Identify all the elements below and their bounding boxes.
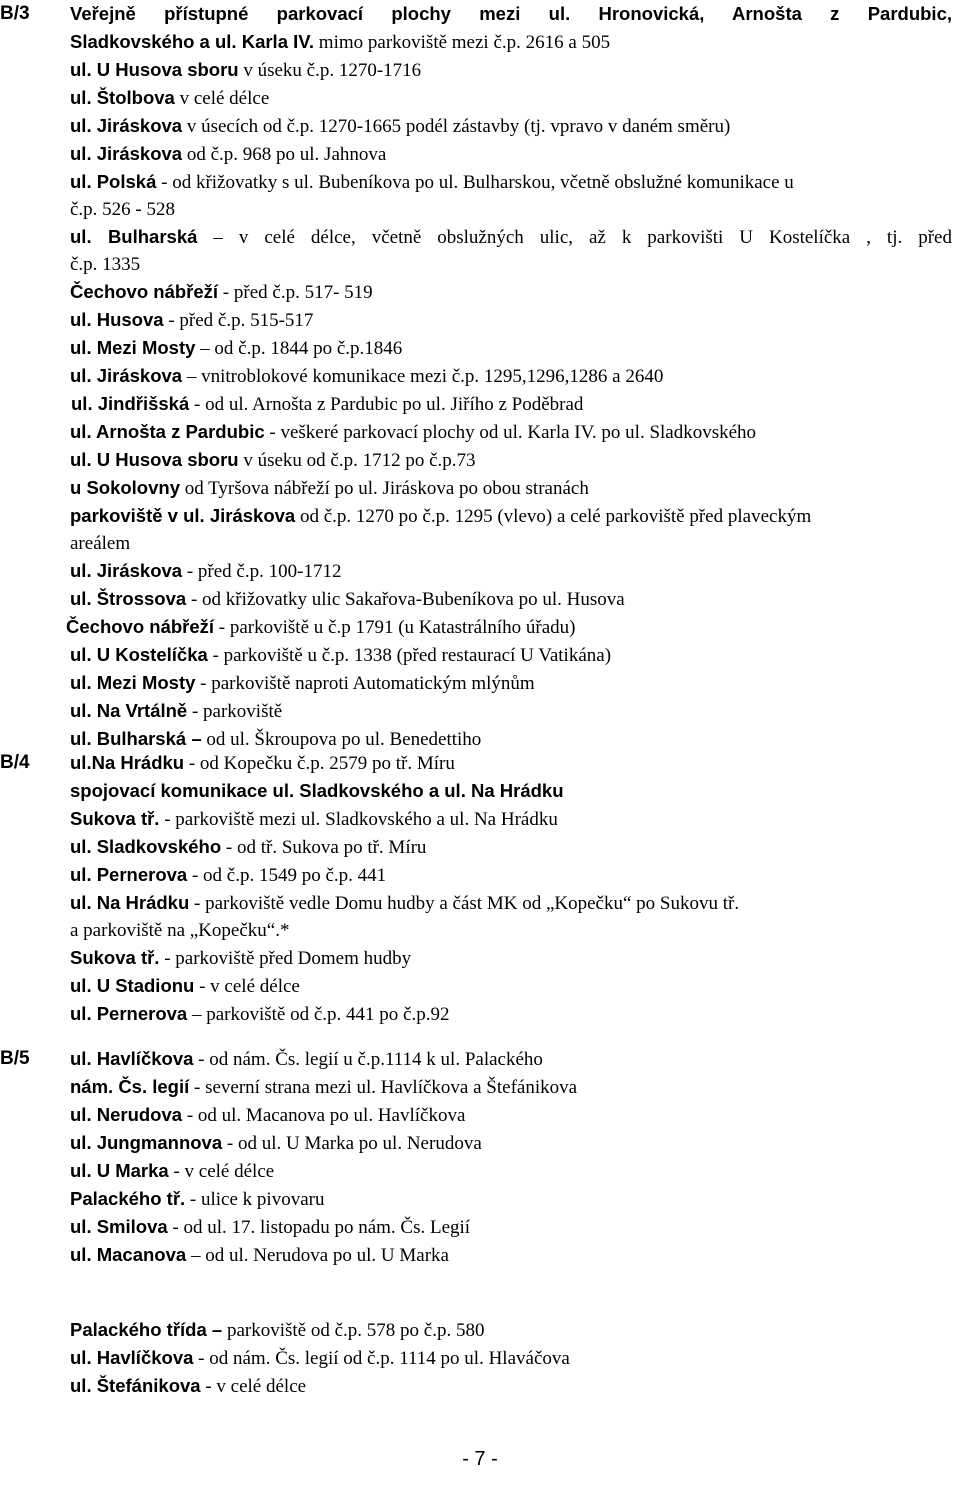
list-item <box>70 585 952 613</box>
list-item <box>70 805 952 833</box>
street-name: nám. Čs. legií <box>70 1076 190 1097</box>
street-description: od č.p. 968 po ul. Jahnova <box>182 144 387 165</box>
list-item <box>66 613 952 641</box>
street-name: ul. Štefánikova <box>70 1375 201 1396</box>
street-description: - parkoviště <box>187 701 283 722</box>
list-item <box>70 1073 952 1101</box>
street-description: v celé délce <box>174 88 270 109</box>
street-description: - od ul. Arnošta z Pardubic po ul. Jiřího z Poděbrad <box>189 394 584 415</box>
list-item <box>70 530 952 557</box>
street-name: ul. Nerudova <box>70 1104 183 1125</box>
section-b3 <box>66 0 952 753</box>
street-name: ul. Štrossova <box>70 588 187 609</box>
street-description: - veškeré parkovací plochy od ul. Karla IV. po ul. Sladkovského <box>264 422 757 443</box>
street-name: ul. Polská <box>70 171 157 192</box>
street-name: ul. Na Hrádku <box>70 892 190 913</box>
street-description: od ul. Škroupova po ul. Benedettiho <box>201 729 482 750</box>
section-code-b5: B/5 <box>0 1048 30 1069</box>
list-item <box>70 972 952 1000</box>
list-item <box>70 1101 952 1129</box>
section-code-b4: B/4 <box>0 752 30 773</box>
list-item <box>70 112 952 140</box>
street-description: č.p. 1335 <box>70 254 141 275</box>
street-name: ul. Bulharská – <box>70 728 202 749</box>
street-description: - parkoviště vedle Domu hudby a část MK od „Kopečku“ po Sukovu tř. <box>189 893 740 914</box>
list-item <box>70 1316 952 1344</box>
street-description: - od tř. Sukova po tř. Míru <box>221 837 427 858</box>
street-description: areálem <box>70 533 131 554</box>
street-description: – od č.p. 1844 po č.p.1846 <box>195 338 403 359</box>
street-name: Čechovo nábřeží <box>66 616 215 637</box>
street-name: spojovací komunikace ul. Sladkovského a ul. Na Hrádku <box>70 780 564 801</box>
street-name: ul. Na Vrtálně <box>70 700 188 721</box>
list-item <box>70 251 952 278</box>
street-name: ul. Jiráskova <box>70 560 183 581</box>
street-description: - od křižovatky ulic Sakařova-Bubeníkova po ul. Husova <box>186 589 625 610</box>
list-item <box>70 1372 952 1400</box>
street-description: v úsecích od č.p. 1270-1665 podél zástavby (tj. vpravo v daném směru) <box>182 116 731 137</box>
street-name: Palackého třída – <box>70 1319 223 1340</box>
list-item <box>70 278 952 306</box>
list-item <box>70 28 952 56</box>
street-description: - od č.p. 1549 po č.p. 441 <box>187 865 387 886</box>
street-name: Sukova tř. <box>70 947 160 968</box>
street-name: ul. Pernerova <box>70 864 188 885</box>
list-item <box>70 334 952 362</box>
street-description: – parkoviště od č.p. 441 po č.p.92 <box>187 1004 450 1025</box>
list-item <box>70 362 952 390</box>
street-description: – v celé délce, včetně obslužných ulic, až k parkovišti U Kostelíčka , tj. před <box>197 227 952 248</box>
street-name: Sladkovského a ul. Karla IV. <box>70 31 315 52</box>
list-item <box>70 749 952 777</box>
list-item <box>70 861 952 889</box>
street-description: v úseku č.p. 1270-1716 <box>238 60 422 81</box>
list-item <box>70 669 952 697</box>
list-item <box>70 306 952 334</box>
street-description: – vnitroblokové komunikace mezi č.p. 1295,1296,1286 a 2640 <box>182 366 664 387</box>
street-description: - parkoviště naproti Automatickým mlýnům <box>195 673 535 694</box>
list-item <box>70 502 952 530</box>
street-name: ul. Smilova <box>70 1216 168 1237</box>
street-description: - před č.p. 100-1712 <box>182 561 342 582</box>
street-description: – od ul. Nerudova po ul. U Marka <box>186 1245 449 1266</box>
list-item <box>70 0 952 28</box>
list-item <box>70 1157 952 1185</box>
section-b4 <box>70 749 952 1028</box>
street-description: - v celé délce <box>194 976 300 997</box>
street-description: - v celé délce <box>168 1161 275 1182</box>
street-description: - od ul. 17. listopadu po nám. Čs. Legií <box>167 1217 471 1238</box>
list-item <box>70 697 952 725</box>
street-name: ul. Jiráskova <box>70 365 183 386</box>
street-name: Čechovo nábřeží <box>70 281 219 302</box>
list-item <box>70 944 952 972</box>
list-item <box>70 1129 952 1157</box>
list-item <box>70 557 952 585</box>
street-description: - parkoviště u č.p 1791 (u Katastrálního úřadu) <box>214 617 576 638</box>
street-name: Sukova tř. <box>70 808 160 829</box>
street-name: ul. Havlíčkova <box>70 1347 194 1368</box>
street-description: od Tyršova nábřeží po ul. Jiráskova po obou stranách <box>180 478 589 499</box>
street-description: v úseku od č.p. 1712 po č.p.73 <box>238 450 476 471</box>
list-item <box>70 889 952 917</box>
street-description: - v celé délce <box>200 1376 307 1397</box>
street-name: ul. Macanova <box>70 1244 187 1265</box>
list-item <box>70 140 952 168</box>
street-description: - od nám. Čs. legií od č.p. 1114 po ul. Hlaváčova <box>193 1348 570 1369</box>
list-item <box>70 446 952 474</box>
page-number: - 7 - <box>462 1448 498 1470</box>
street-name: u Sokolovny <box>70 477 180 498</box>
street-description: - před č.p. 515-517 <box>163 310 314 331</box>
street-description: - parkoviště před Domem hudby <box>159 948 412 969</box>
street-name: ul. Pernerova <box>70 1003 188 1024</box>
list-item <box>70 1000 952 1028</box>
list-item <box>70 223 952 251</box>
list-item <box>70 84 952 112</box>
street-name: ul. U Kostelíčka <box>70 644 208 665</box>
street-description: č.p. 526 - 528 <box>70 199 176 220</box>
street-description: - od nám. Čs. legií u č.p.1114 k ul. Palackého <box>193 1049 543 1070</box>
street-name: ul. U Husova sboru <box>70 449 239 470</box>
street-name: ul. Jungmannova <box>70 1132 223 1153</box>
street-description: - od Kopečku č.p. 2579 po tř. Míru <box>184 753 455 774</box>
street-name: Veřejně přístupné parkovací plochy mezi ul. Hronovická, Arnošta z Pardubic, <box>70 3 952 24</box>
list-item <box>70 474 952 502</box>
list-item <box>70 641 952 669</box>
street-description: mimo parkoviště mezi č.p. 2616 a 505 <box>314 32 611 53</box>
street-name: ul. Jindřišská <box>71 393 190 414</box>
street-description: od č.p. 1270 po č.p. 1295 (vlevo) a celé parkoviště před plaveckým <box>295 506 812 527</box>
street-name: ul. Jiráskova <box>70 143 183 164</box>
list-item <box>70 1045 952 1073</box>
list-item <box>70 168 952 196</box>
street-name: ul.Na Hrádku <box>70 752 185 773</box>
street-description: - ulice k pivovaru <box>185 1189 325 1210</box>
section-code-b3: B/3 <box>0 3 30 24</box>
list-item <box>70 418 952 446</box>
street-name: Palackého tř. <box>70 1188 186 1209</box>
street-name: ul. Bulharská <box>70 226 198 247</box>
section-extra <box>70 1316 952 1400</box>
list-item <box>70 833 952 861</box>
street-name: ul. Husova <box>70 309 164 330</box>
street-name: ul. U Husova sboru <box>70 59 239 80</box>
street-name: ul. Jiráskova <box>70 115 183 136</box>
list-item <box>70 390 952 418</box>
street-name: ul. Arnošta z Pardubic <box>70 421 265 442</box>
street-name: ul. Mezi Mosty <box>70 337 196 358</box>
street-description: - od ul. Macanova po ul. Havlíčkova <box>182 1105 466 1126</box>
list-item <box>70 1185 952 1213</box>
section-b5 <box>70 1045 952 1269</box>
street-description: parkoviště od č.p. 578 po č.p. 580 <box>222 1320 485 1341</box>
list-item <box>70 917 952 944</box>
street-description: a parkoviště na „Kopečku“.* <box>70 920 290 941</box>
street-name: ul. Sladkovského <box>70 836 222 857</box>
street-name: ul. Štolbova <box>70 87 175 108</box>
street-description: - severní strana mezi ul. Havlíčkova a Štefánikova <box>189 1077 578 1098</box>
list-item <box>70 777 952 805</box>
street-name: ul. Mezi Mosty <box>70 672 196 693</box>
list-item <box>70 56 952 84</box>
list-item <box>70 196 952 223</box>
street-name: ul. Havlíčkova <box>70 1048 194 1069</box>
list-item <box>70 1344 952 1372</box>
street-description: - od ul. U Marka po ul. Nerudova <box>222 1133 482 1154</box>
street-name: parkoviště v ul. Jiráskova <box>70 505 296 526</box>
street-description: - parkoviště mezi ul. Sladkovského a ul. Na Hrádku <box>159 809 558 830</box>
street-name: ul. U Stadionu <box>70 975 195 996</box>
street-description: - od křižovatky s ul. Bubeníkova po ul. Bulharskou, včetně obslužné komunikace u <box>156 172 794 193</box>
street-name: ul. U Marka <box>70 1160 169 1181</box>
street-description: - parkoviště u č.p. 1338 (před restaurací U Vatikána) <box>207 645 612 666</box>
list-item <box>70 1241 952 1269</box>
list-item <box>70 1213 952 1241</box>
street-description: - před č.p. 517- 519 <box>218 282 373 303</box>
